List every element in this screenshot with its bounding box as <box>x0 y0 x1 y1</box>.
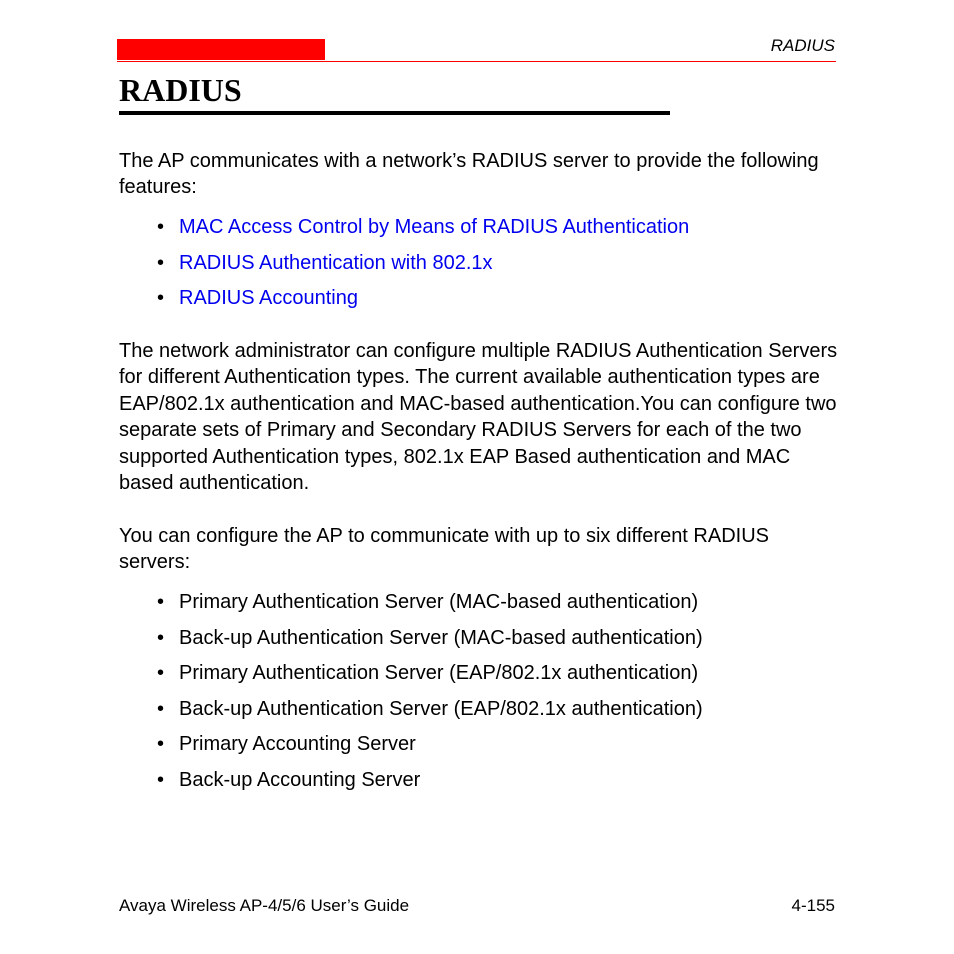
list-item <box>157 625 703 661</box>
intro-paragraph: The AP communicates with a network’s RADIUS server to provide the following features: <box>119 150 819 199</box>
bullet-icon: • <box>157 768 165 791</box>
running-header: RADIUS <box>770 36 835 55</box>
list-item <box>157 589 703 625</box>
feature-link-list <box>157 214 689 321</box>
header-accent-bar <box>117 39 325 60</box>
server-item-label: Primary Authentication Server (MAC-based authentication) <box>179 591 699 613</box>
list-item <box>157 250 689 286</box>
bullet-icon: • <box>157 216 165 238</box>
bullet-icon: • <box>157 662 165 684</box>
link-radius-accounting[interactable]: RADIUS Accounting <box>179 287 358 309</box>
list-item <box>157 285 689 321</box>
server-item-label: Back-up Authentication Server (MAC-based authentication) <box>179 626 703 649</box>
header-rule <box>117 61 836 62</box>
page-title: RADIUS <box>119 72 242 108</box>
list-item <box>157 660 703 696</box>
server-item-label: Back-up Accounting Server <box>179 768 421 791</box>
list-item <box>157 767 703 803</box>
server-item-label: Primary Accounting Server <box>179 733 416 755</box>
server-item-label: Back-up Authentication Server (EAP/802.1x authentication) <box>179 697 703 720</box>
bullet-icon: • <box>157 251 165 274</box>
title-underline <box>119 111 670 115</box>
bullet-icon: • <box>157 697 165 720</box>
bullet-icon: • <box>157 626 165 649</box>
server-list <box>157 589 703 802</box>
link-radius-8021x[interactable]: RADIUS Authentication with 802.1x <box>179 251 493 274</box>
bullet-icon: • <box>157 591 165 613</box>
footer-guide-title: Avaya Wireless AP-4/5/6 User’s Guide <box>119 896 410 915</box>
list-item <box>157 731 703 767</box>
list-item <box>157 696 703 732</box>
config-paragraph: The network administrator can configure multiple RADIUS Authentication Servers for different Authentication types. The current available authentication types are EAP/802.1x authentication and MAC-based authentication.You can configure two separate sets of Primary and Secondary RADIUS Servers for each of the two supported Authentication types, 802.1x EAP Based authentication and MAC based authentication. <box>119 340 838 495</box>
server-item-label: Primary Authentication Server (EAP/802.1x authentication) <box>179 662 699 684</box>
link-mac-access-control[interactable]: MAC Access Control by Means of RADIUS Authentication <box>179 216 690 238</box>
list-item <box>157 214 689 250</box>
footer-page-number: 4-155 <box>791 896 835 915</box>
bullet-icon: • <box>157 733 165 755</box>
servers-intro-paragraph: You can configure the AP to communicate with up to six different RADIUS servers: <box>119 525 769 574</box>
bullet-icon: • <box>157 287 165 309</box>
